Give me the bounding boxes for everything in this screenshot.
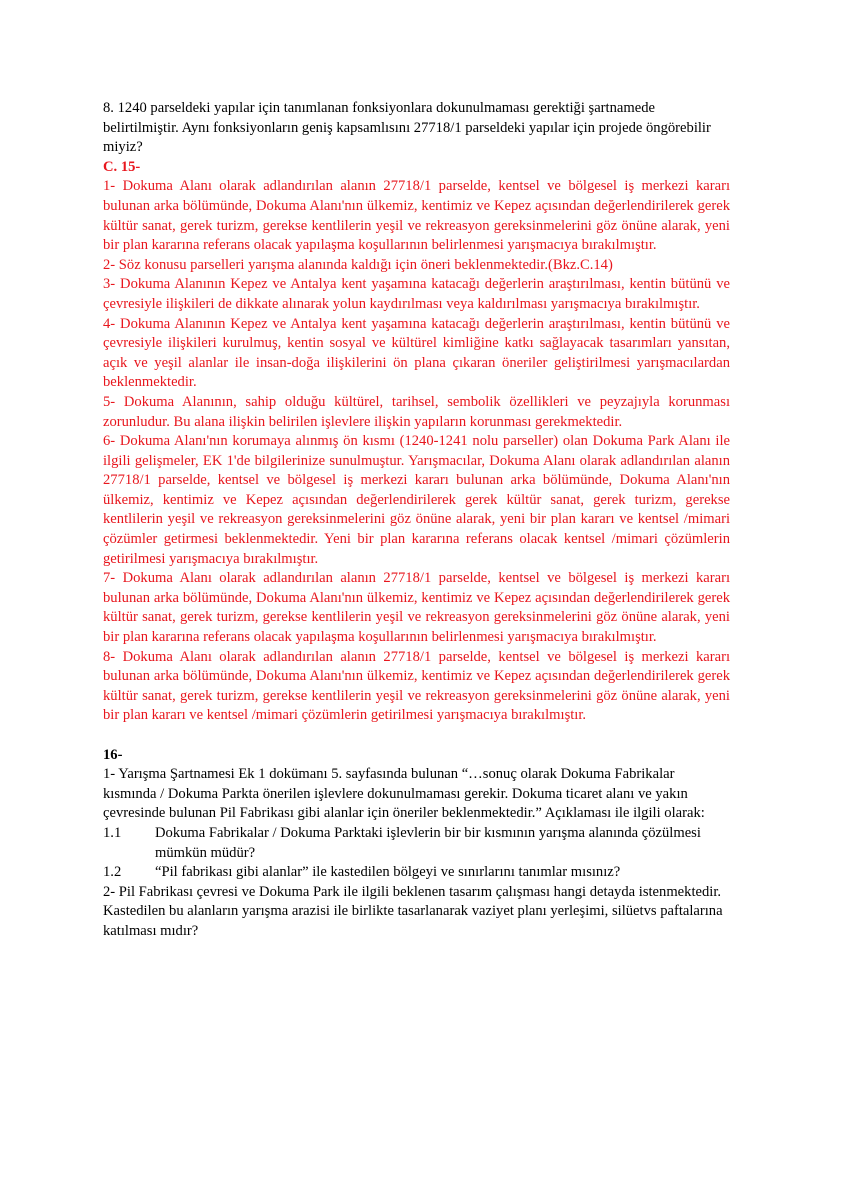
- question-16-sub-1-number: 1.1: [103, 824, 122, 841]
- question-8: [103, 99, 730, 158]
- answer-15-item-5: 5- Dokuma Alanının, sahip olduğu kültürel, tarihsel, sembolik özellikleri ve peyzajıyla korunması zorunludur. Bu alana ilişkin belirilen işlevlere ilişkin yapıların korunması gerekmektedir.: [103, 393, 730, 430]
- answer-15-item-7: 7- Dokuma Alanı olarak adlandırılan alanın 27718/1 parselde, kentsel ve bölgesel iş merkezi kararı bulunan arka bölümünde, Dokuma Alanı'nın ülkemiz, kentimiz ve Kepez açısından değerlendirilerek gerek kültür sanat, gerek turizm, gerekse kentlilerin yeşil ve rekreasyon gereksinmelerini göz önüne alarak, yeni bir plan kararına referans olacak yapılaşma koşullarının belirlenmesi yarışmacıya bırakılmıştır.: [103, 570, 730, 646]
- question-8-text: 8. 1240 parseldeki yapılar için tanımlanan fonksiyonlara dokunulmaması gerektiği şartnamede belirtilmiştir. Aynı fonksiyonların geniş kapsamlısını 27718/1 parseldeki yapılar için projede öngörebilir miyiz?: [103, 100, 711, 156]
- question-16: [103, 746, 730, 942]
- answer-15-item-2: 2- Söz konusu parselleri yarışma alanında kaldığı için öneri beklenmektedir.(Bkz.C.14): [103, 256, 613, 273]
- answer-15-item-1: 1- Dokuma Alanı olarak adlandırılan alanın 27718/1 parselde, kentsel ve bölgesel iş merkezi kararı bulunan arka bölümünde, Dokuma Alanı'nın ülkemiz, kentimiz ve Kepez açısından değerlendirilerek gerek kültür sanat, gerek turizm, gerekse kentlilerin yeşil ve rekreasyon gereksinmelerini göz önüne alarak, yeni bir plan kararına referans olacak yapılaşma koşullarının belirlenmesi yarışmacıya bırakılmıştır.: [103, 178, 730, 254]
- question-16-sub-1: [103, 824, 730, 863]
- question-16-heading: 16-: [103, 746, 123, 763]
- answer-15-item-4: 4- Dokuma Alanının Kepez ve Antalya kent yaşamına katacağı değerlerin araştırılması, kentin bütünü ve çevresiyle ilişkileri kurulmuş, kentin sosyal ve kültürel kimliğine katkı sağlayacak tasarımları yansıtan, açık ve yeşil alanlar ile insan-doğa ilişkilerini ön plana çıkaran öneriler geliştirilmesi yarışmacılardan beklenmektedir.: [103, 315, 730, 391]
- answer-15: [103, 158, 730, 726]
- question-16-item-2: 2- Pil Fabrikası çevresi ve Dokuma Park ile ilgili beklenen tasarım çalışması hangi detayda istenmektedir. Kastedilen bu alanların yarışma arazisi ile birlikte tasarlanarak vaziyet planı yerleşimi, silüetvs paftalarına katılması mıdır?: [103, 883, 723, 939]
- answer-15-item-3: 3- Dokuma Alanının Kepez ve Antalya kent yaşamına katacağı değerlerin araştırılması, kentin bütünü ve çevresiyle ilişkileri de dikkate alınarak yolun kaydırılması veya kaldırılması yarışmacıya bırakılmıştır.: [103, 276, 730, 312]
- answer-15-item-8: 8- Dokuma Alanı olarak adlandırılan alanın 27718/1 parselde, kentsel ve bölgesel iş merkezi kararı bulunan arka bölümünde, Dokuma Alanı'nın ülkemiz, kentimiz ve Kepez açısından değerlendirilerek gerek kültür sanat, gerek turizm, gerekse kentlilerin yeşil ve rekreasyon gereksinmelerini göz önüne alarak, yeni bir plan kararı ve kentsel /mimari çözümlerin getirilmesi yarışmacıya bırakılmıştır.: [103, 648, 730, 724]
- question-16-sub-2-text: “Pil fabrikası gibi alanlar” ile kastedilen bölgeyi ve sınırlarını tanımlar mısınız?: [155, 864, 621, 881]
- answer-15-item-6: 6- Dokuma Alanı'nın korumaya alınmış ön kısmı (1240-1241 nolu parseller) olan Dokuma Park Alanı ile ilgili gelişmeler, EK 1'de bilgilerinize sunulmuştur. Yarışmacılar, Dokuma Alanı olarak adlandırılan alanın 27718/1 parselde, kentsel ve bölgesel iş merkezi kararı bulunan arka bölümünde, Dokuma Alanı'nın ülkemiz, kentimiz ve Kepez açısından değerlendirilerek gerek kültür sanat, gerek turizm, gerekse kentlilerin yeşil ve rekreasyon gereksinmelerini göz önüne alarak, yeni bir plan kararı ve kentsel /mimari çözümler getirmesi beklenmektedir. Yeni bir plan kararına referans olacak kentsel /mimari çözümlerin getirilmesi yarışmacıya bırakılmıştır.: [103, 433, 730, 567]
- question-16-sub-2: [103, 863, 730, 883]
- question-16-sub-2-number: 1.2: [103, 864, 122, 881]
- question-16-sub-1-text: Dokuma Fabrikalar / Dokuma Parktaki işlevlerin bir bir kısmının yarışma alanında çözülmesi mümkün müdür?: [155, 824, 701, 861]
- question-16-item-1: 1- Yarışma Şartnamesi Ek 1 dokümanı 5. sayfasında bulunan “…sonuç olarak Dokuma Fabrikalar kısmında / Dokuma Parkta önerilen işlevlere dokunulmaması gerekir. Dokuma ticaret alanı ve yakın çevresinde bulunan Pil Fabrikası gibi alanlar için öneriler beklenmektedir.” Açıklaması ile ilgili olarak:: [103, 766, 705, 822]
- answer-15-heading: C. 15-: [103, 158, 141, 175]
